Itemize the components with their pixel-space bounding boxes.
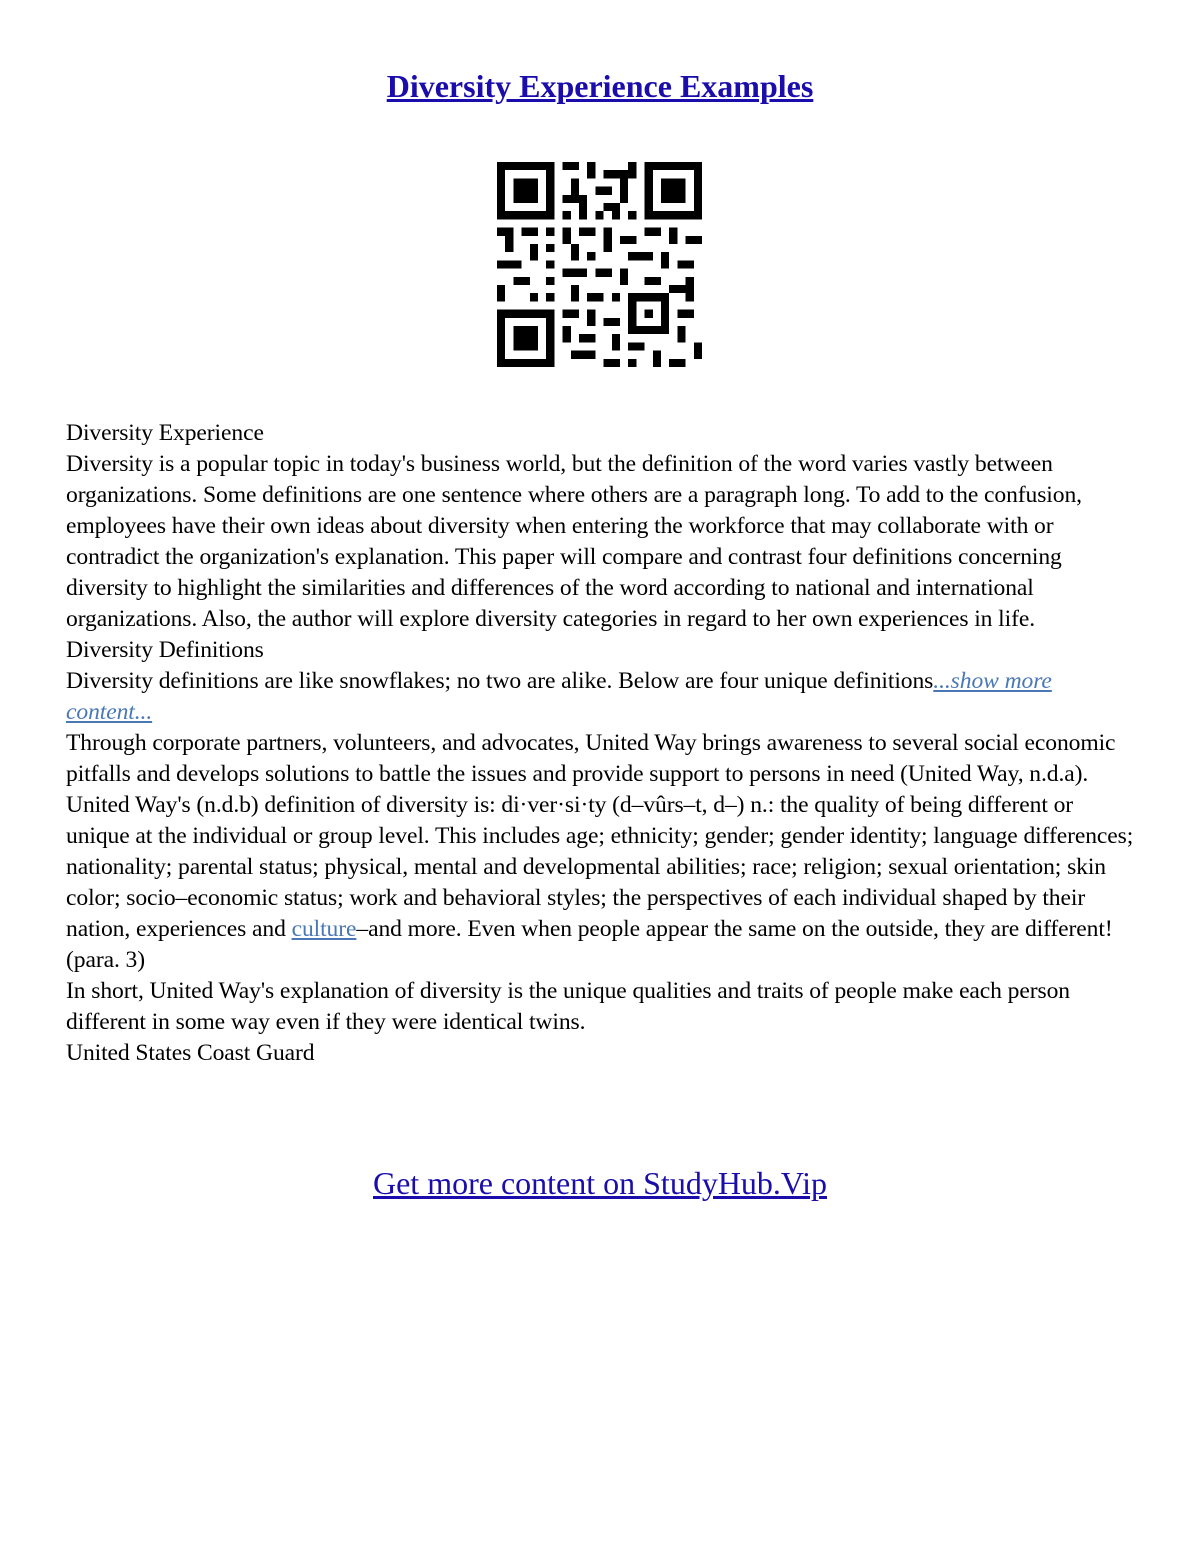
footer <box>0 1160 1200 1206</box>
qr-code-icon <box>497 162 702 367</box>
document-title <box>0 62 1200 110</box>
paragraph-text: Diversity definitions are like snowflakes; no two are alike. Below are four unique definitions <box>66 668 934 694</box>
section-heading: Diversity Experience <box>66 420 264 446</box>
qr-code-graphic <box>497 162 702 367</box>
paragraph-text: Through corporate partners, volunteers, and advocates, United Way brings awareness to several social economic pitfalls and develops solutions to battle the issues and provide support to persons in need (United Way, n.d.a). United Way's (n.d.b) definition of diversity is: di·ver·si·ty (d–vûrs–t, d–) n.: the quality of being different or unique at the individual or group level. This includes age; ethnicity; gender; gender identity; language differences; nationality; parental status; physical, mental and developmental abilities; race; religion; sexual orientation; skin color; socio–economic status; work and behavioral styles; the perspectives of each individual shaped by their nation, experiences and <box>66 730 1134 942</box>
paragraph: In short, United Way's explanation of diversity is the unique qualities and traits of people make each person different in some way even if they were identical twins. <box>66 978 1070 1035</box>
show-more-link[interactable]: ...show more content... <box>66 668 1052 725</box>
section-heading: United States Coast Guard <box>66 1040 315 1066</box>
culture-link[interactable]: culture <box>291 916 357 942</box>
studyhub-link[interactable]: Get more content on StudyHub.Vip <box>372 1165 827 1201</box>
paragraph: Diversity is a popular topic in today's business world, but the definition of the word varies vastly between organizations. Some definitions are one sentence where others are a paragraph long. To add to the confusion, employees have their own ideas about diversity when entering the workforce that may collaborate with or contradict the organization's explanation. This paper will compare and contrast four definitions concerning diversity to highlight the similarities and differences of the word according to national and international organizations. Also, the author will explore diversity categories in regard to her own experiences in life. <box>66 451 1082 632</box>
paragraph <box>66 666 1140 728</box>
article-body <box>66 418 1140 1069</box>
paragraph-text: –and more. Even when people appear the same on the outside, they are different! (para. 3) <box>66 916 1113 973</box>
section-heading: Diversity Definitions <box>66 637 264 663</box>
title-link[interactable]: Diversity Experience Examples <box>386 68 814 104</box>
paragraph <box>66 728 1140 976</box>
